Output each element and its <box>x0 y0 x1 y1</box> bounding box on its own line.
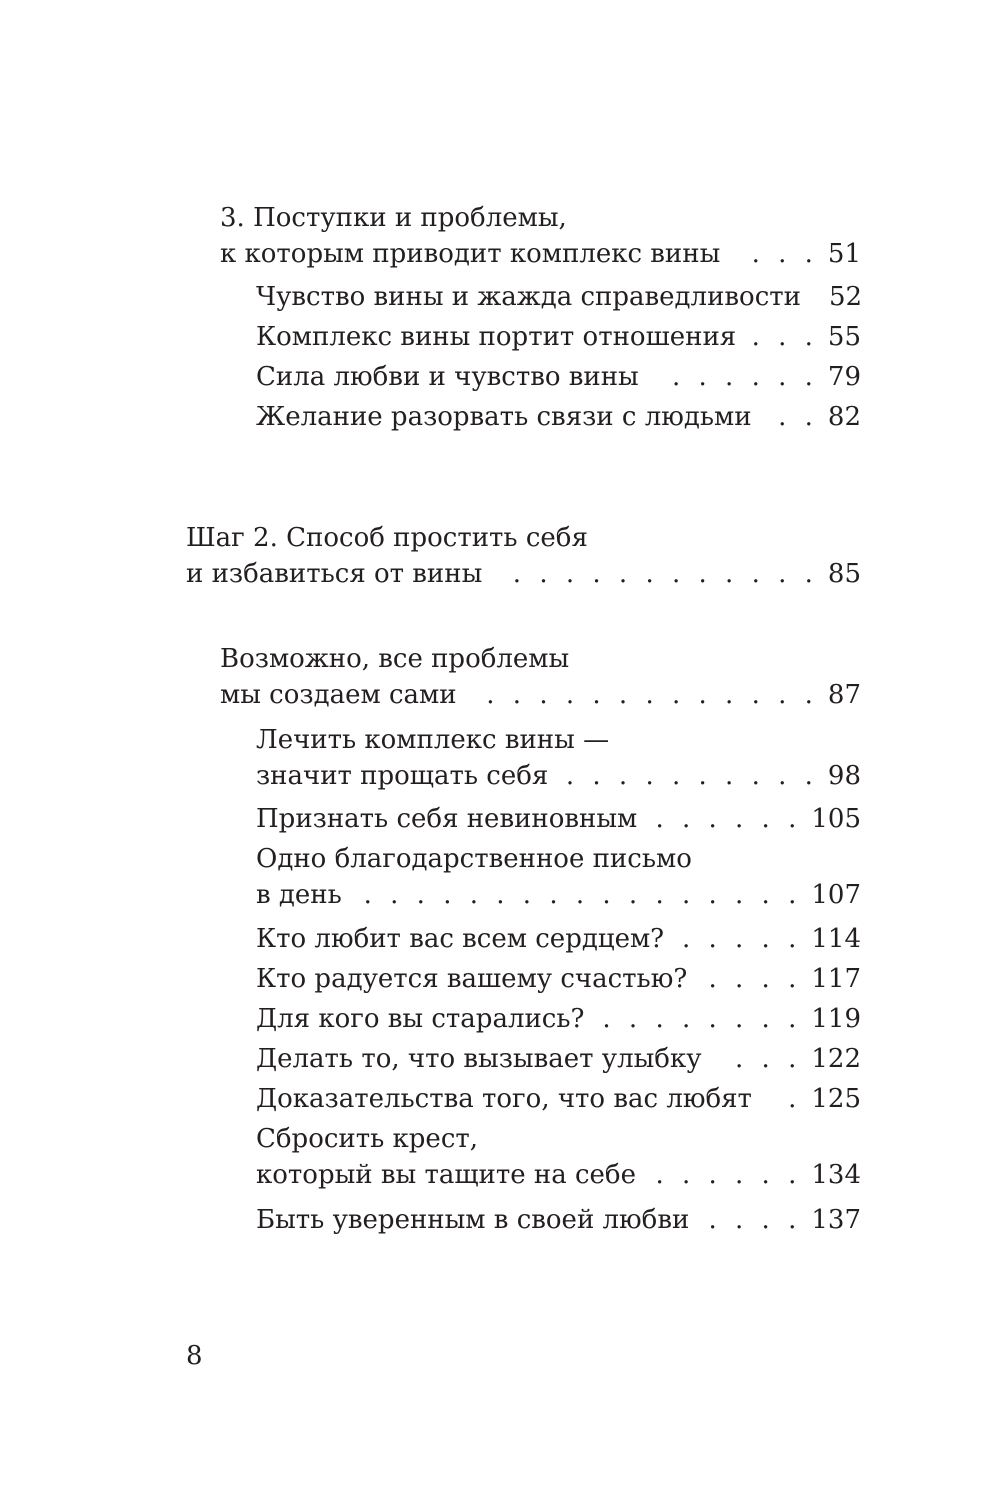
toc-title-line: Шаг 2. Способ простить себя <box>186 523 588 553</box>
toc-title: Быть уверенным в своей любви <box>256 1205 690 1235</box>
toc-entry <box>256 801 861 837</box>
dot-leader <box>654 1157 801 1193</box>
toc-title: Кто любит вас всем сердцем? <box>256 924 665 954</box>
toc-title-line: Сбросить крест, <box>256 1124 479 1154</box>
toc-title: который вы тащите на себе <box>256 1160 636 1190</box>
toc-entry-step-2 <box>186 520 861 592</box>
toc-page-number: 117 <box>811 964 861 994</box>
toc-title: Для кого вы старались? <box>256 1004 585 1034</box>
toc-page-number: 55 <box>827 322 861 352</box>
toc-entry <box>256 1001 861 1037</box>
dot-leader <box>770 1081 801 1117</box>
toc-title: Комплекс вины портит отношения <box>256 322 737 352</box>
dot-leader <box>602 1001 801 1037</box>
toc-entry <box>256 279 861 315</box>
toc-page-number: 107 <box>811 880 861 910</box>
toc-entry <box>256 359 861 395</box>
toc-entry <box>256 1121 861 1193</box>
dot-leader <box>705 961 801 997</box>
toc-page-number: 114 <box>811 924 861 954</box>
dot-leader <box>500 556 818 592</box>
toc-page-number: 79 <box>827 362 861 392</box>
toc-title: значит прощать себя <box>256 761 549 791</box>
toc-page-number: 98 <box>827 761 861 791</box>
toc-page-number: 82 <box>827 402 861 432</box>
toc-title: Чувство вины и жажда справедливости <box>256 282 801 312</box>
dot-leader <box>566 758 818 794</box>
toc-title: к которым приводит комплекс вины <box>220 239 721 269</box>
toc-page-number: 87 <box>827 680 861 710</box>
toc-entry <box>256 1202 861 1238</box>
toc-title-line: Возможно, все проблемы <box>220 644 570 674</box>
dot-leader <box>360 877 802 913</box>
toc-page-number: 125 <box>811 1084 861 1114</box>
toc-page-number: 119 <box>811 1004 861 1034</box>
dot-leader <box>657 359 818 395</box>
toc-title: Делать то, что вызывает улыбку <box>256 1044 702 1074</box>
toc-entry <box>256 319 861 355</box>
toc-page-number: 52 <box>828 282 863 312</box>
dot-leader <box>770 399 818 435</box>
dot-leader <box>682 921 801 957</box>
toc-entry <box>256 722 861 794</box>
toc-title: Доказательства того, что вас любят <box>256 1084 752 1114</box>
toc-title: Признать себя невиновным <box>256 804 638 834</box>
toc-entry <box>256 841 861 913</box>
toc-entry <box>256 921 861 957</box>
toc-entry <box>256 961 861 997</box>
toc-entry-section <box>220 641 861 713</box>
dot-leader <box>475 677 818 713</box>
page-number: 8 <box>186 1341 203 1371</box>
toc-title-line: Лечить комплекс вины — <box>256 725 610 755</box>
dot-leader <box>738 236 818 272</box>
toc-title: Кто радуется вашему счастью? <box>256 964 688 994</box>
toc-entry <box>256 399 861 435</box>
toc-page-number: 137 <box>811 1205 861 1235</box>
toc-page-number: 85 <box>827 559 861 589</box>
toc-entry-chapter-3 <box>220 200 861 272</box>
toc-entry <box>256 1041 861 1077</box>
toc-title-line: 3. Поступки и проблемы, <box>220 203 567 233</box>
toc-title: и избавиться от вины <box>186 559 483 589</box>
toc-page-number: 51 <box>827 239 861 269</box>
toc-title: мы создаем сами <box>220 680 457 710</box>
toc-title: в день <box>256 880 342 910</box>
toc-page-number: 134 <box>811 1160 861 1190</box>
dot-leader <box>707 1202 801 1238</box>
toc-title-line: Одно благодарственное письмо <box>256 844 692 874</box>
dot-leader <box>655 801 801 837</box>
toc-page-number: 105 <box>811 804 861 834</box>
toc-entry <box>256 1081 861 1117</box>
dot-leader <box>754 319 818 355</box>
toc-page-number: 122 <box>811 1044 861 1074</box>
toc-title: Сила любви и чувство вины <box>256 362 639 392</box>
toc-title: Желание разорвать связи с людьми <box>256 402 752 432</box>
dot-leader <box>720 1041 802 1077</box>
